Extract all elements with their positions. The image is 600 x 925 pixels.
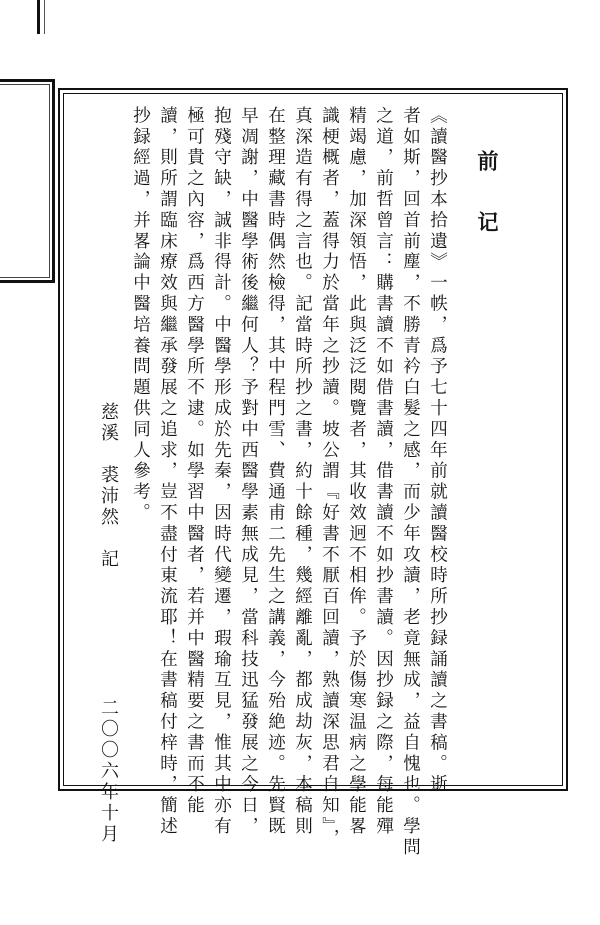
text-column-5: 識梗概者，蓋得力於當年之抄讀。坡公謂『好書不厭百回讀，熟讀深思君自知』，: [319, 106, 340, 850]
text-column-2: 者如斯，回首前塵，不勝青衿白髮之感，而少年攻讀，老竟無成，益自愧也。學問: [400, 106, 421, 859]
text-column-7: 在整理藏書時偶然檢得，其中程門雪、費通甫二先生之講義，今殆絶迹。先賢既: [265, 106, 286, 838]
page-edge-mark-inner: [44, 0, 45, 34]
page-title: 前记: [475, 150, 500, 272]
page-edge-mark: [37, 0, 40, 34]
date-line: 二〇〇六年十月: [98, 698, 119, 845]
text-column-11: 讀，則所謂臨床療效與繼承發展之追求，豈不盡付東流耶！在書稿付梓時，簡述: [157, 106, 178, 838]
text-column-4: 精竭慮，加深領悟，此與泛泛閱覽者，其收效迥不相侔。予於傷寒温病之學能畧: [346, 106, 367, 838]
text-column-9: 抱殘守缺，誠非得計。中醫學形成於先秦，因時代變遷，瑕瑜互見，惟其中亦有: [211, 106, 232, 838]
text-column-12: 抄録經過，并畧論中醫培養問題供同人參考。: [130, 106, 151, 524]
text-column-1: 《讀醫抄本拾遺》一帙，爲予七十四年前就讀醫校時所抄録誦讀之書稿。逝: [427, 106, 448, 796]
text-column-6: 真深造有得之言也。記當時所抄之書，約十餘種，幾經離亂，都成劫灰，本稿則: [292, 106, 313, 838]
text-column-10: 極可貴之內容，爲西方醫學所不逮。如學習中醫者，若并中醫精要之書而不能: [184, 106, 205, 817]
text-column-8: 早凋謝，中醫學術後繼何人？予對中西醫學素無成見，當科技迅猛發展之今日，: [238, 106, 259, 838]
author-signature: 慈溪 裘沛然 記: [98, 402, 119, 570]
text-column-3: 之道，前哲曾言：購書讀不如借書讀，借書讀不如抄書讀。因抄録之際，每能殫: [373, 106, 394, 838]
page-edge-tab-inner: [0, 84, 50, 278]
